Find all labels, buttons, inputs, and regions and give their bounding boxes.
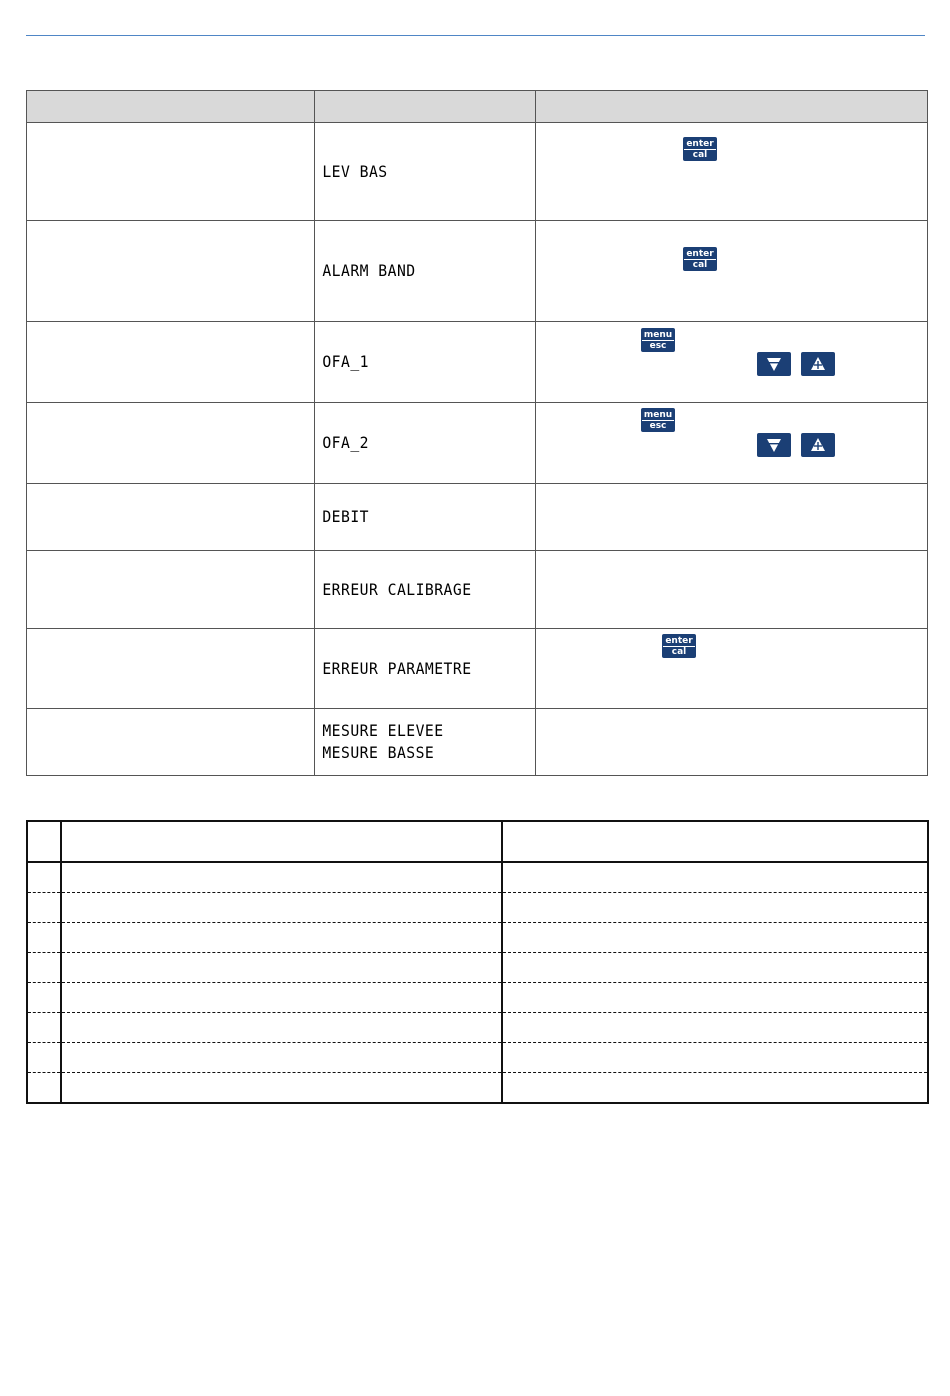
record-cell (61, 953, 502, 983)
record-header-row (27, 821, 928, 862)
display-cell (315, 123, 536, 221)
cause-cell (27, 123, 315, 221)
action-cell (536, 221, 928, 322)
record-cell (27, 923, 61, 953)
record-cell (61, 893, 502, 923)
record-cell (502, 862, 928, 893)
record-cell (61, 862, 502, 893)
alarm-messages-table (26, 90, 928, 776)
lcd-message: ALARM BAND (322, 261, 416, 280)
action-cell (536, 629, 928, 709)
table-row (27, 221, 928, 322)
action-cell (536, 709, 928, 776)
action-cell (536, 123, 928, 221)
action-cell (536, 484, 928, 551)
menu-esc-key-icon: menu esc (641, 328, 675, 352)
record-cell (61, 821, 502, 862)
table-row (27, 484, 928, 551)
display-cell (315, 221, 536, 322)
action-cell (536, 551, 928, 629)
record-cell (27, 862, 61, 893)
record-cell (61, 983, 502, 1013)
record-row (27, 1043, 928, 1073)
arrow-down-key-icon (757, 352, 791, 376)
cause-cell (27, 551, 315, 629)
record-row (27, 1073, 928, 1104)
arrow-up-key-icon (801, 433, 835, 457)
lcd-message: ERREUR CALIBRAGE (322, 579, 472, 599)
record-cell (502, 821, 928, 862)
table-row (27, 403, 928, 484)
record-cell (502, 923, 928, 953)
record-cell (502, 983, 928, 1013)
record-cell (502, 1013, 928, 1043)
table-row (27, 709, 928, 776)
cause-cell (27, 629, 315, 709)
record-cell (61, 1073, 502, 1104)
lcd-message: LEV BAS (322, 161, 388, 181)
enter-cal-key-icon: enter cal (683, 137, 717, 161)
action-cell (536, 403, 928, 484)
enter-cal-key-icon: enter cal (662, 634, 696, 658)
arrow-down-key-icon (757, 433, 791, 457)
table-row (27, 551, 928, 629)
record-cell (27, 983, 61, 1013)
lcd-message: OFA_2 (322, 433, 369, 452)
record-row (27, 1013, 928, 1043)
table-row (27, 322, 928, 403)
record-row (27, 862, 928, 893)
record-table (26, 820, 929, 1104)
record-cell (61, 1013, 502, 1043)
record-row (27, 893, 928, 923)
table-header-row (27, 91, 928, 123)
record-row (27, 923, 928, 953)
display-cell (315, 484, 536, 551)
header-cell-cause (27, 91, 315, 123)
record-cell (27, 1043, 61, 1073)
display-cell (315, 322, 536, 403)
record-cell (502, 1073, 928, 1104)
action-cell (536, 322, 928, 403)
menu-esc-key-icon: menu esc (641, 408, 675, 432)
cause-cell (27, 221, 315, 322)
record-cell (502, 1043, 928, 1073)
display-cell (315, 403, 536, 484)
cause-cell (27, 322, 315, 403)
cause-cell (27, 484, 315, 551)
lcd-message: DEBIT (322, 507, 369, 526)
cause-cell (27, 709, 315, 776)
lcd-message: OFA_1 (322, 352, 369, 371)
record-cell (502, 893, 928, 923)
record-cell (27, 953, 61, 983)
header-cell-display (315, 91, 536, 123)
table-row (27, 123, 928, 221)
record-cell (27, 1013, 61, 1043)
lcd-message: MESURE BASSE (322, 743, 435, 762)
arrow-up-key-icon (801, 352, 835, 376)
table-row (27, 629, 928, 709)
record-cell (61, 923, 502, 953)
enter-cal-key-icon: enter cal (683, 247, 717, 271)
record-cell (61, 1043, 502, 1073)
record-cell (502, 953, 928, 983)
record-cell (27, 893, 61, 923)
display-cell (315, 551, 536, 629)
record-row (27, 953, 928, 983)
lcd-message: ERREUR PARAMETRE (322, 658, 472, 678)
header-cell-action (536, 91, 928, 123)
header-rule (26, 35, 925, 36)
record-row (27, 983, 928, 1013)
cause-cell (27, 403, 315, 484)
record-cell (27, 821, 61, 862)
lcd-message: MESURE ELEVEE (322, 721, 444, 740)
display-cell (315, 629, 536, 709)
record-cell (27, 1073, 61, 1104)
display-cell (315, 709, 536, 776)
